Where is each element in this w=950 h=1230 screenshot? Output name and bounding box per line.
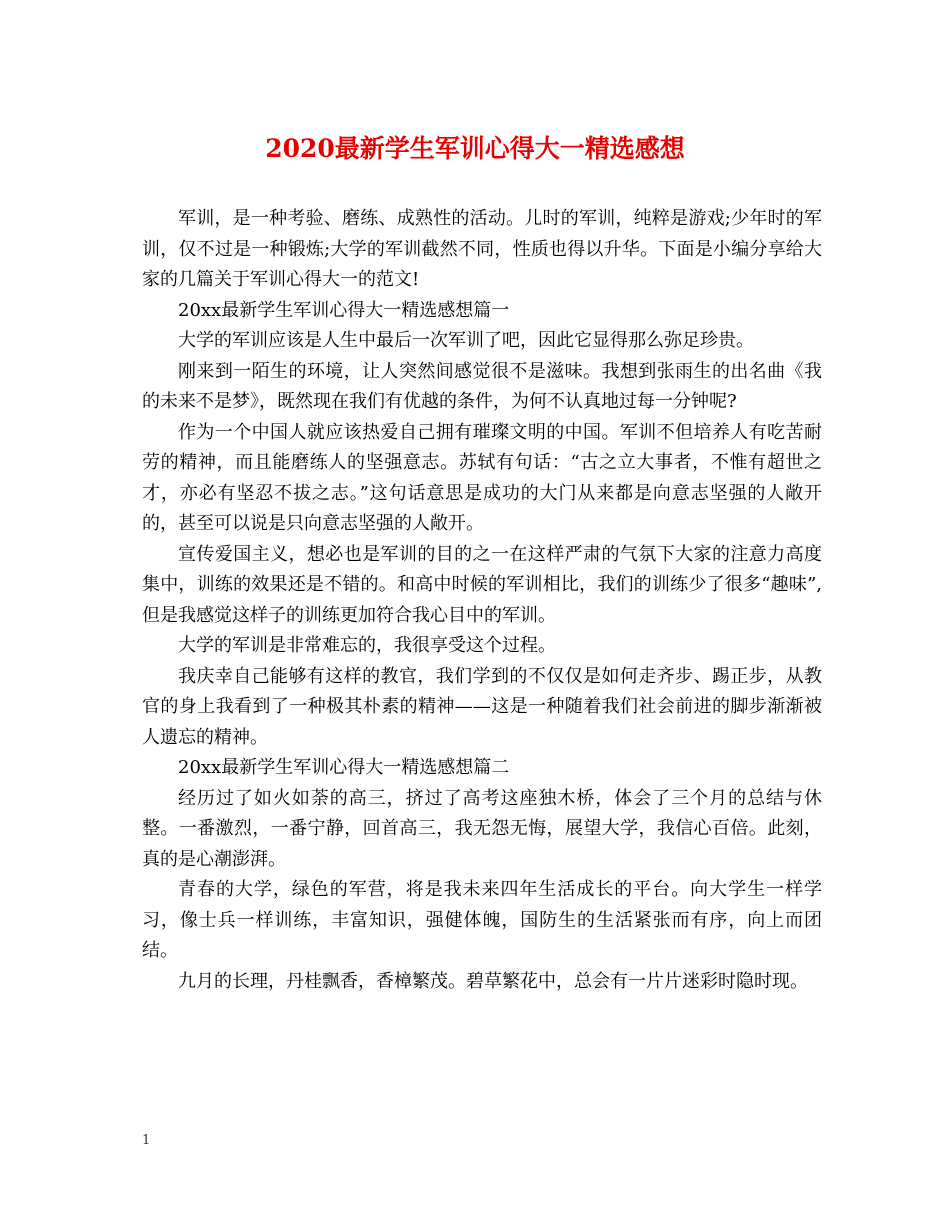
paragraph: 作为一个中国人就应该热爱自己拥有璀璨文明的中国。军训不但培养人有吃苦耐劳的精神，而且能磨练人的坚强意志。苏轼有句话：“古之立大事者，不惟有超世之才，亦必有坚忍不拔之志。”这句话意思是成功的大门从来都是向意志坚强的人敞开的，甚至可以说是只向意志坚强的人敞开。 [142, 421, 822, 534]
page-number: 1 [142, 1133, 151, 1148]
paragraph: 大学的军训是非常难忘的，我很享受这个过程。 [178, 635, 556, 656]
section-heading-2: 20xx最新学生军训心得大一精选感想篇二 [178, 757, 510, 778]
paragraph: 刚来到一陌生的环境，让人突然间感觉很不是滋味。我想到张雨生的出名曲《我的未来不是梦》，既然现在我们有优越的条件，为何不认真地过每一分钟呢? [142, 360, 822, 412]
paragraph: 我庆幸自己能够有这样的教官，我们学到的不仅仅是如何走齐步、踢正步，从教官的身上我看到了一种极其朴素的精神——这是一种随着我们社会前进的脚步渐渐被人遗忘的精神。 [142, 665, 822, 748]
paragraph: 大学的军训应该是人生中最后一次军训了吧，因此它显得那么弥足珍贵。 [178, 330, 754, 351]
paragraph: 青春的大学，绿色的军营，将是我未来四年生活成长的平台。向大学生一样学习，像士兵一样训练，丰富知识，强健体魄，国防生的生活紧张而有序，向上而团结。 [142, 879, 822, 961]
paragraph: 宣传爱国主义，想必也是军训的目的之一在这样严肃的气氛下大家的注意力高度集中，训练的效果还是不错的。和高中时候的军训相比，我们的训练少了很多“趣味”,但是我感觉这样子的训练更加符合我心目中的军训。 [142, 543, 822, 626]
paragraph: 九月的长理，丹桂飘香，香樟繁茂。碧草繁花中，总会有一片片迷彩时隐时现。 [178, 970, 808, 992]
document-body [142, 204, 822, 997]
paragraph-intro: 军训，是一种考验、磨练、成熟性的活动。儿时的军训，纯粹是游戏;少年时的军训，仅不过是一种锻炼;大学的军训截然不同，性质也得以升华。下面是小编分享给大家的几篇关于军训心得大一的范文! [142, 208, 822, 290]
paragraph: 经历过了如火如荼的高三，挤过了高考这座独木桥，体会了三个月的总结与休整。一番激烈，一番宁静，回首高三，我无怨无悔，展望大学，我信心百倍。此刻，真的是心潮澎湃。 [142, 787, 822, 870]
document-title: 2020最新学生军训心得大一精选感想 [265, 134, 685, 163]
section-heading-1: 20xx最新学生军训心得大一精选感想篇一 [178, 299, 510, 321]
